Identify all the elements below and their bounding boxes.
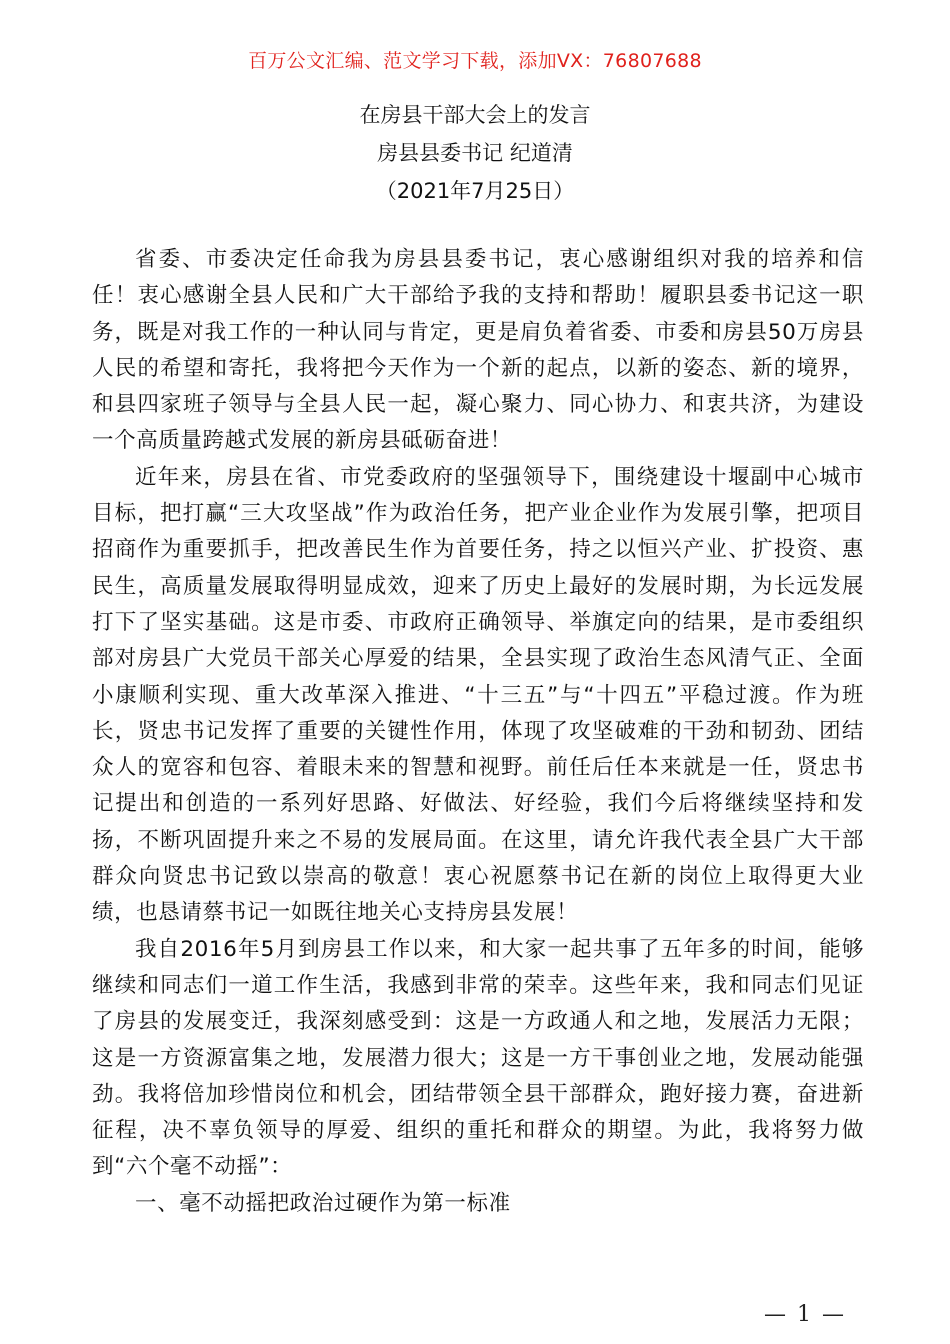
document-body — [92, 242, 864, 1222]
speaker-line: 房县县委书记 纪道清 — [377, 141, 573, 165]
date-line: （2021年7月25日） — [375, 179, 575, 203]
watermark-banner: 百万公文汇编、范文学习下载，添加VX：76807688 — [248, 50, 702, 72]
document-header — [0, 96, 950, 210]
document-title: 在房县干部大会上的发言 — [359, 103, 591, 127]
paragraph-3: 我自2016年5月到房县工作以来，和大家一起共事了五年多的时间，能够继续和同志们一道工作生活，我感到非常的荣幸。这些年来，我和同志们见证了房县的发展变迁，我深刻感受到：这是一方政通人和之地，发展活力无限；这是一方资源富集之地，发展潜力很大；这是一方干事创业之地，发展动能强劲。我将倍加珍惜岗位和机会，团结带领全县干部群众，跑好接力赛，奋进新征程，决不辜负领导的厚爱、组织的重托和群众的期望。为此，我将努力做到“六个毫不动摇”： — [92, 936, 864, 1180]
page-number: — 1 — — [764, 1302, 846, 1327]
section-heading: 一、毫不动摇把政治过硬作为第一标准 — [135, 1190, 511, 1216]
paragraph-1: 省委、市委决定任命我为房县县委书记，衷心感谢组织对我的培养和信任！衷心感谢全县人民和广大干部给予我的支持和帮助！履职县委书记这一职务，既是对我工作的一种认同与肯定，更是肩负着省委、市委和房县50万房县人民的希望和寄托，我将把今天作为一个新的起点，以新的姿态、新的境界，和县四家班子领导与全县人民一起，凝心聚力、同心协力、和衷共济，为建设一个高质量跨越式发展的新房县砥砺奋进！ — [92, 247, 864, 454]
paragraph-2: 近年来，房县在省、市党委政府的坚强领导下，围绕建设十堰副中心城市目标，把打赢“三大攻坚战”作为政治任务，把产业企业作为发展引擎，把项目招商作为重要抓手，把改善民生作为首要任务，持之以恒兴产业、扩投资、惠民生，高质量发展取得明显成效，迎来了历史上最好的发展时期，为长远发展打下了坚实基础。这是市委、市政府正确领导、举旗定向的结果，是市委组织部对房县广大党员干部关心厚爱的结果，全县实现了政治生态风清气正、全面小康顺利实现、重大改革深入推进、“十三五”与“十四五”平稳过渡。作为班长，贤忠书记发挥了重要的关键性作用，体现了攻坚破难的干劲和韧劲、团结众人的宽容和包容、着眼未来的智慧和视野。前任后任本来就是一任，贤忠书记提出和创造的一系列好思路、好做法、好经验，我们今后将继续坚持和发扬，不断巩固提升来之不易的发展局面。在这里，请允许我代表全县广大干部群众向贤忠书记致以崇高的敬意！衷心祝愿蔡书记在新的岗位上取得更大业绩，也恳请蔡书记一如既往地关心支持房县发展！ — [92, 464, 864, 926]
